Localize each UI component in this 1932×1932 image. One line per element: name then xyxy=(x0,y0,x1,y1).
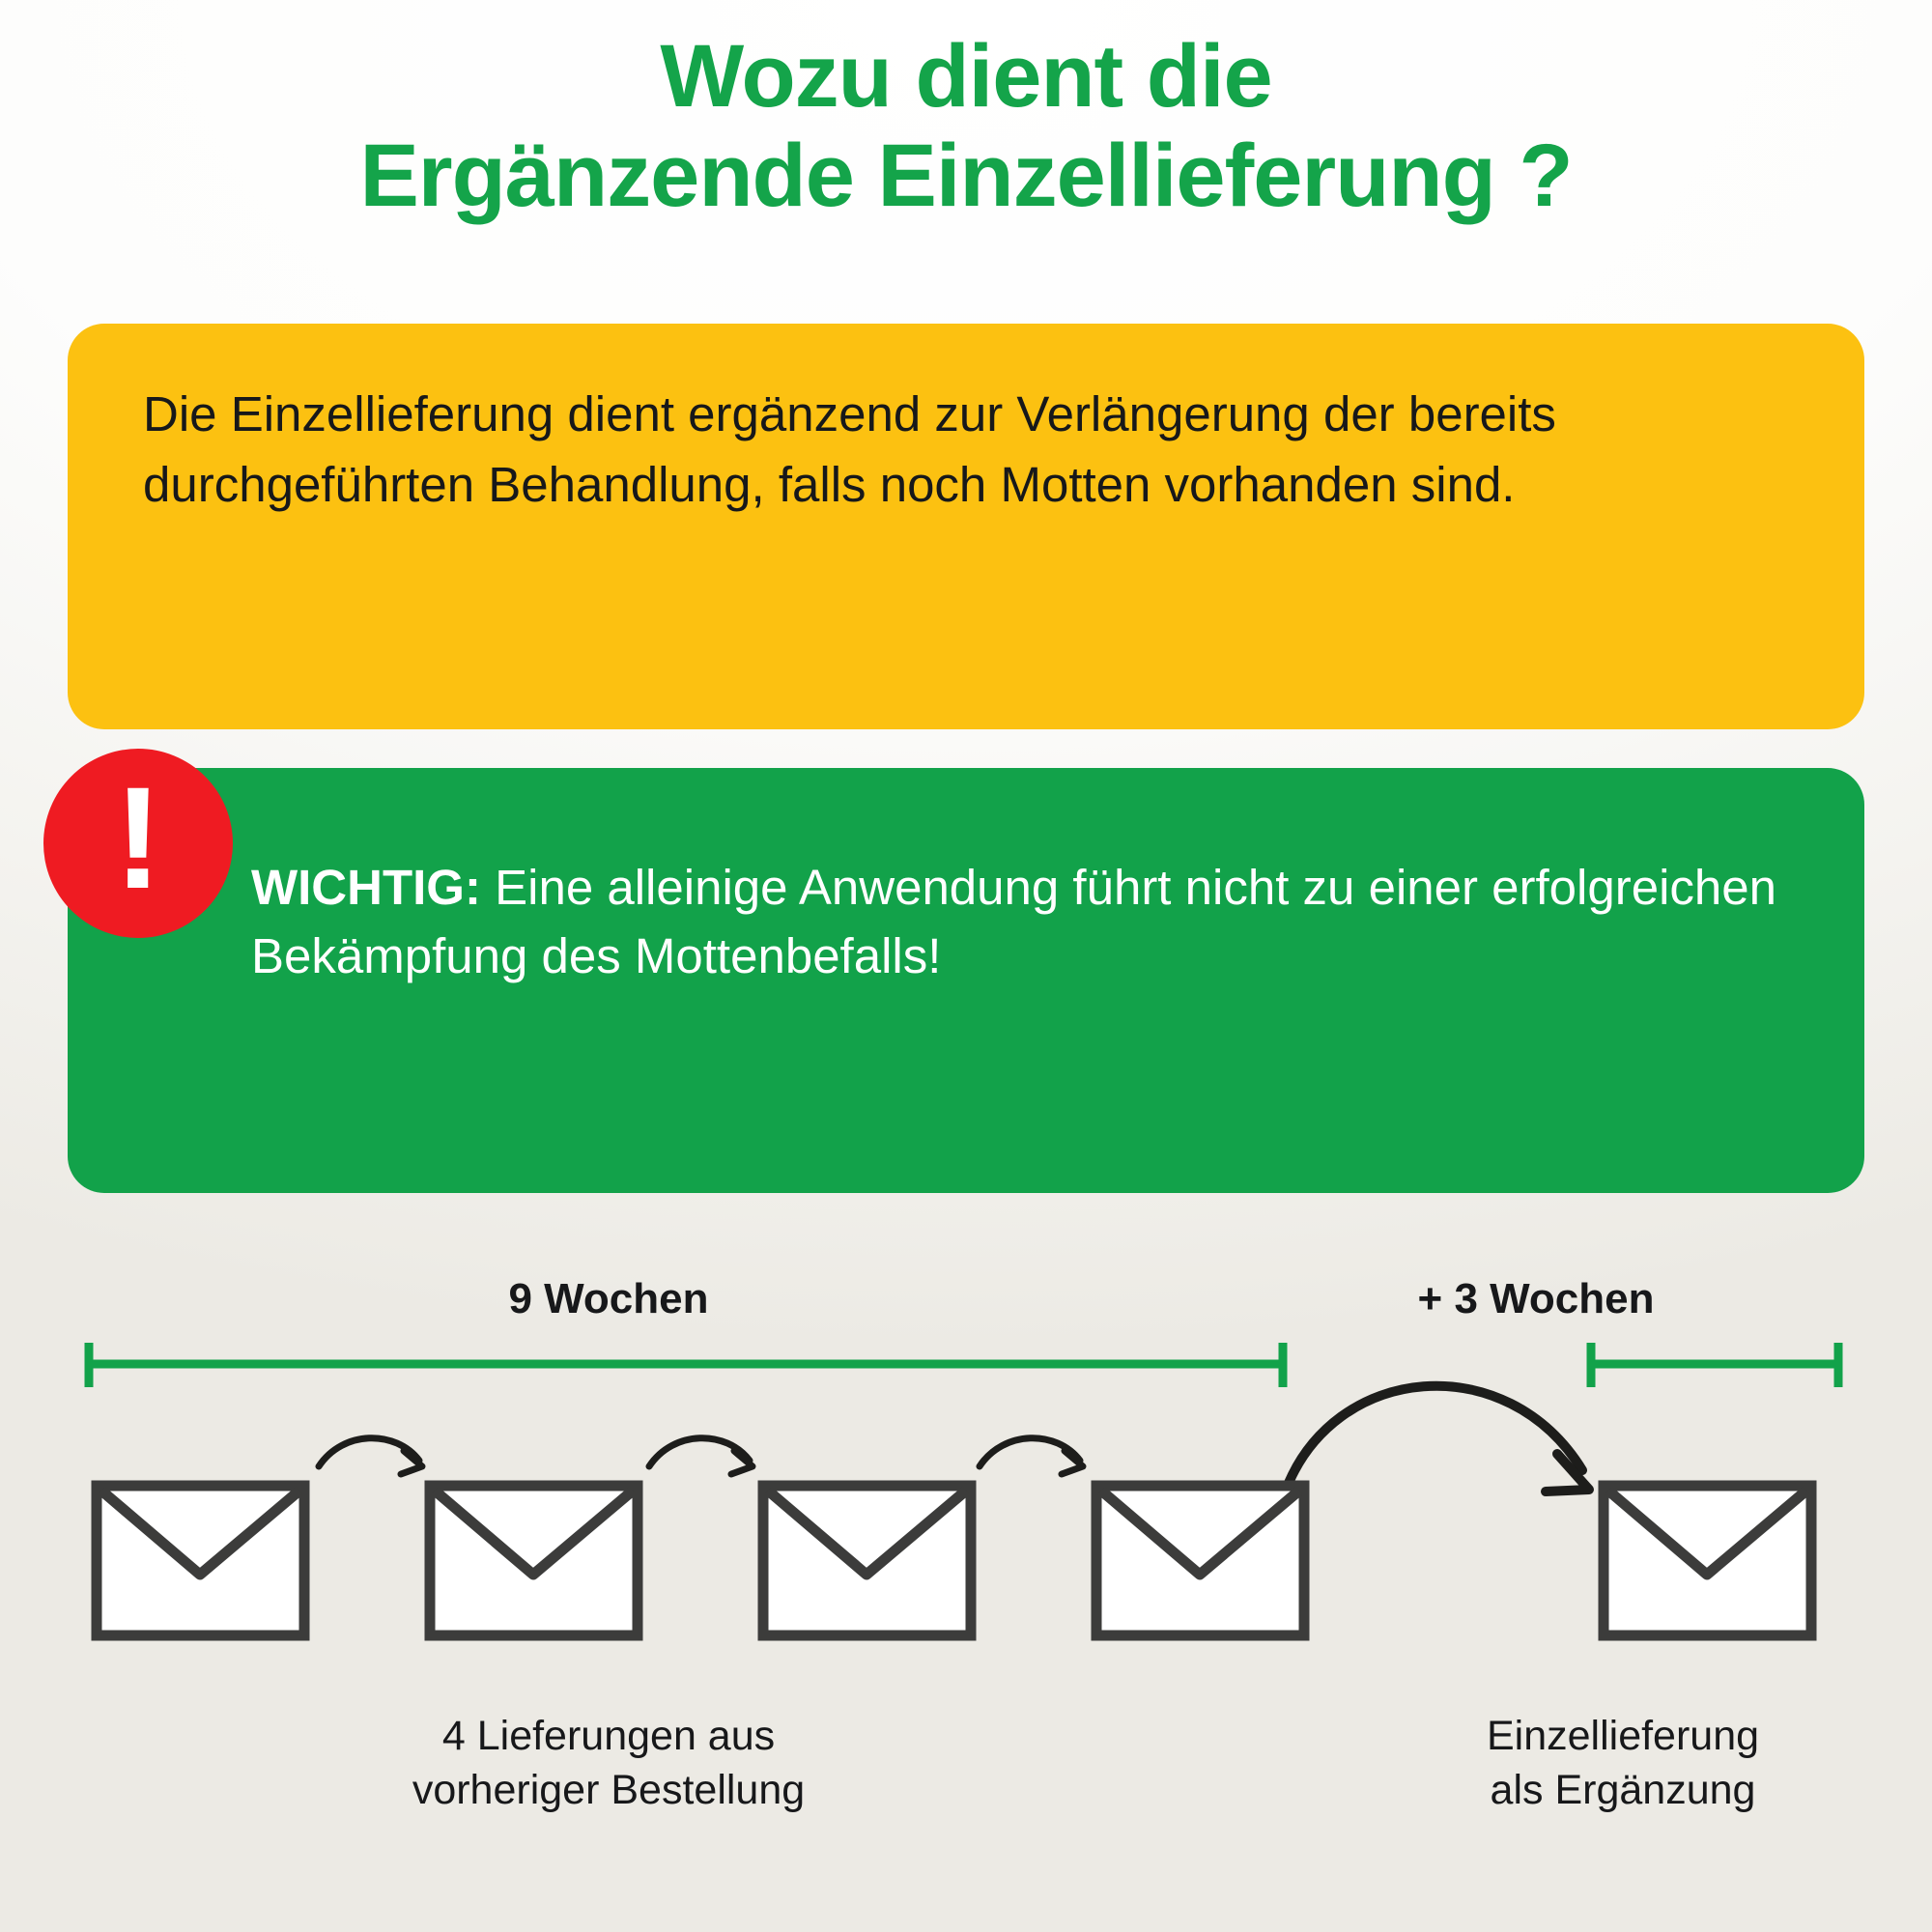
caption-right-line-2: als Ergänzung xyxy=(1490,1766,1756,1813)
bracket-left xyxy=(87,1343,1285,1387)
caption-left-line-2: vorheriger Bestellung xyxy=(412,1766,806,1813)
warning-box xyxy=(68,768,1864,1193)
envelope-icon-4 xyxy=(1096,1486,1304,1635)
flow-arrow-icon-1 xyxy=(319,1438,422,1474)
flow-arrow-icon-3 xyxy=(980,1438,1083,1474)
warning-box-label: WICHTIG: xyxy=(251,860,481,915)
flow-arrow-icon-large xyxy=(1285,1386,1589,1492)
caption-right xyxy=(1381,1710,1864,1818)
timeline-graphics xyxy=(0,1246,1932,1932)
info-box-text: Die Einzellieferung dient ergänzend zur Verlängerung der bereits durchgeführten Behandlung, falls noch Motten vorhanden sind. xyxy=(143,386,1556,512)
info-box xyxy=(68,324,1864,729)
delivery-timeline xyxy=(0,1246,1932,1932)
page-title-line-2: Ergänzende Einzellieferung ? xyxy=(359,127,1573,226)
bracket-label-right: + 3 Wochen xyxy=(1417,1275,1655,1322)
envelope-icon-3 xyxy=(763,1486,971,1635)
warning-box-body: Eine alleinige Anwendung führt nicht zu einer erfolgreichen Bekämpfung des Mottenbefalls! xyxy=(251,860,1776,984)
warning-box-text xyxy=(251,853,1787,991)
bracket-right xyxy=(1589,1343,1840,1387)
page-title-line-1: Wozu dient die xyxy=(660,27,1272,126)
exclamation-icon xyxy=(43,749,233,938)
page-title xyxy=(58,27,1874,226)
bracket-label-left: 9 Wochen xyxy=(508,1275,709,1322)
exclamation-icon-glyph: ! xyxy=(114,756,162,919)
envelope-icon-2 xyxy=(430,1486,638,1635)
envelope-icon-1 xyxy=(97,1486,304,1635)
envelope-icon-5 xyxy=(1604,1486,1811,1635)
caption-right-line-1: Einzellieferung xyxy=(1486,1713,1760,1759)
caption-left-line-1: 4 Lieferungen aus xyxy=(441,1713,776,1759)
warning-box-wrapper xyxy=(68,756,1864,1193)
caption-left xyxy=(261,1710,956,1818)
flow-arrow-icon-2 xyxy=(649,1438,753,1474)
